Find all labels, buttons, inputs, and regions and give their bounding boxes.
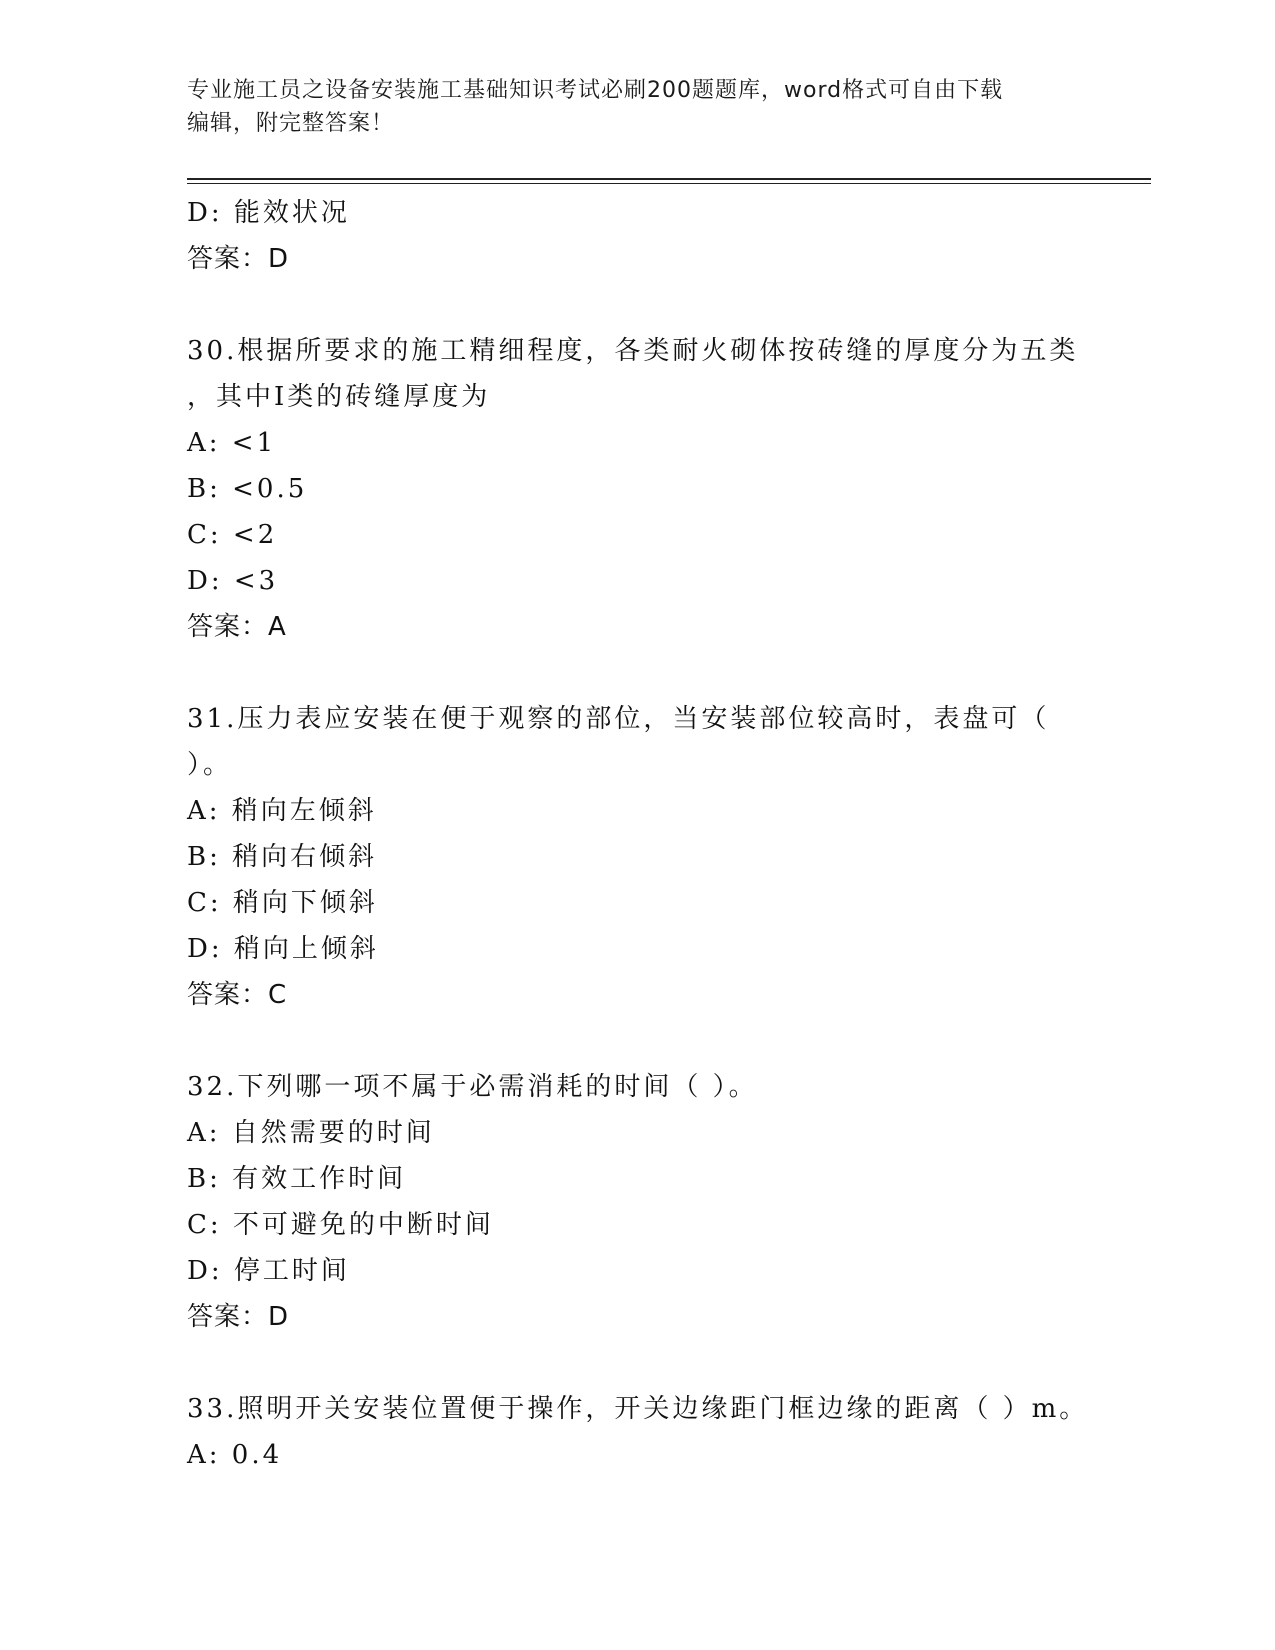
header-title-line-1: 专业施工员之设备安装施工基础知识考试必刷200题题库，word格式可自由下载	[187, 78, 1004, 103]
spacer	[187, 282, 1087, 328]
question-31-option-a: A: 稍向左倾斜	[187, 796, 377, 826]
header-divider-thin	[187, 183, 1151, 184]
header-divider-thick	[187, 178, 1151, 180]
question-31-answer: 答案：C	[187, 980, 288, 1010]
spacer	[187, 1340, 1087, 1386]
option-d: D: 能效状况	[187, 198, 350, 228]
question-30-stem-cont: ，其中Ⅰ类的砖缝厚度为	[187, 382, 491, 412]
question-32-answer: 答案：D	[187, 1302, 290, 1332]
question-31-option-c: C: 稍向下倾斜	[187, 888, 378, 918]
spacer	[187, 1018, 1087, 1064]
question-30-option-d: D: <3	[187, 566, 279, 596]
document-header	[187, 74, 1087, 140]
question-32-option-a: A: 自然需要的时间	[187, 1118, 435, 1148]
question-32-option-c: C: 不可避免的中断时间	[187, 1210, 494, 1240]
question-30-option-c: C: <2	[187, 520, 278, 550]
question-30-answer: 答案：A	[187, 612, 287, 642]
question-32-option-b: B: 有效工作时间	[187, 1164, 407, 1194]
question-31-stem: 31.压力表应安装在便于观察的部位，当安装部位较高时，表盘可（	[187, 704, 1050, 734]
question-33-stem: 33.照明开关安装位置便于操作，开关边缘距门框边缘的距离（ ）m。	[187, 1394, 1089, 1424]
question-30-option-a: A: <1	[187, 428, 277, 458]
question-31-option-b: B: 稍向右倾斜	[187, 842, 378, 872]
question-30-option-b: B: <0.5	[187, 474, 308, 504]
spacer	[187, 650, 1087, 696]
header-title-line-2: 编辑，附完整答案！	[187, 111, 395, 136]
question-list	[187, 190, 1087, 1478]
question-30-stem: 30.根据所要求的施工精细程度，各类耐火砌体按砖缝的厚度分为五类	[187, 336, 1079, 366]
question-32-stem: 32.下列哪一项不属于必需消耗的时间（ ）。	[187, 1072, 758, 1102]
question-33-option-a: A: 0.4	[187, 1440, 283, 1470]
question-31-stem-cont: ）。	[187, 750, 233, 780]
question-32-option-d: D: 停工时间	[187, 1256, 350, 1286]
answer-line: 答案：D	[187, 244, 290, 274]
question-31-option-d: D: 稍向上倾斜	[187, 934, 379, 964]
